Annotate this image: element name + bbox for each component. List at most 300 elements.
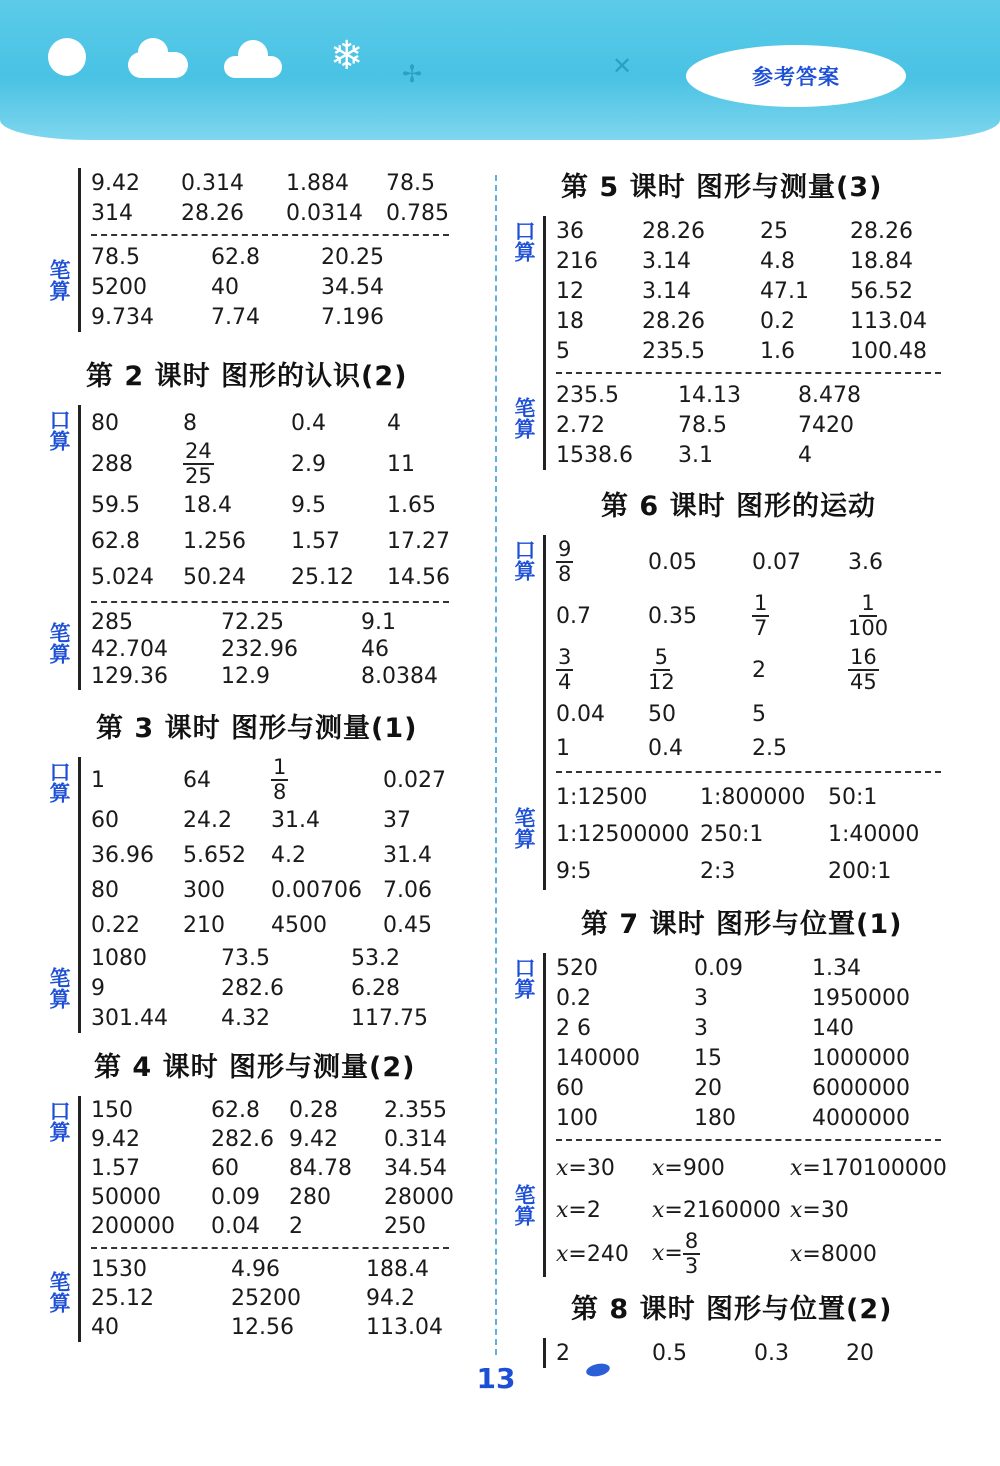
- written-grid: [556, 1147, 975, 1277]
- lesson-title: 第 6 课时 图形的运动: [601, 491, 876, 522]
- answer-cell: 9.42: [91, 1127, 140, 1152]
- answer-cell: 20.25: [321, 244, 384, 270]
- answer-grid: [91, 1096, 474, 1241]
- answer-cell: 78.5: [386, 170, 435, 196]
- answer-cell: 36: [556, 218, 584, 244]
- lesson-7: [505, 902, 975, 1277]
- answer-cell: 80: [91, 410, 119, 436]
- answer-row: [91, 943, 461, 973]
- answer-cell: 1.6: [760, 338, 795, 364]
- answer-row: [556, 1013, 952, 1043]
- answer-cell: 1:40000: [828, 822, 920, 847]
- answer-row: [556, 589, 938, 643]
- answer-cell: 12.56: [231, 1315, 294, 1340]
- answer-cell: 9.42: [91, 170, 140, 196]
- answer-cell: 235.5: [642, 338, 705, 364]
- answer-cell: 1950000: [812, 985, 910, 1011]
- answer-row: [556, 697, 938, 731]
- answer-cell: 1:12500: [556, 785, 648, 810]
- oral-label: 口算: [47, 409, 71, 451]
- answer-cell: 0.09: [694, 955, 743, 981]
- answer-cell: 285: [91, 610, 133, 635]
- answer-grid: [556, 1338, 936, 1368]
- answer-cell: 100: [556, 1105, 598, 1131]
- answer-cell: 1.34: [812, 955, 861, 981]
- answer-grid: [91, 405, 477, 595]
- answer-row: [91, 636, 471, 663]
- oral-label: 口算: [512, 957, 536, 999]
- answer-row: [556, 1103, 952, 1133]
- answer-row: [91, 1255, 476, 1284]
- answer-cell: 17.27: [387, 528, 450, 554]
- answer-cell: 94.2: [366, 1286, 415, 1311]
- answer-cell: 0.2: [556, 985, 591, 1011]
- answer-cell: 0.45: [383, 913, 432, 938]
- answer-cell: 1530: [91, 1257, 147, 1282]
- answer-cell: 50.24: [183, 564, 246, 590]
- fraction: $\frac{1}{8}$: [273, 755, 287, 804]
- answer-cell: 250:1: [700, 822, 764, 847]
- written-block: [40, 228, 480, 332]
- answer-row: [556, 983, 952, 1013]
- right-column: [505, 165, 975, 1368]
- variable-x: x: [556, 1241, 569, 1267]
- answer-cell: 5.652: [183, 843, 246, 868]
- answer-cell: 47.1: [760, 278, 809, 304]
- oral-answers: [543, 216, 975, 366]
- answer-cell: 2.355: [384, 1098, 447, 1123]
- lesson-8: [505, 1287, 975, 1368]
- written-label: 笔算: [512, 1184, 536, 1226]
- dashed-separator: [556, 372, 941, 374]
- answer-cell: 4500: [271, 913, 327, 938]
- answer-cell: 25.12: [91, 1286, 154, 1311]
- answer-cell: 31.4: [383, 843, 432, 868]
- oral-block: [40, 168, 480, 228]
- answer-cell: 314: [91, 200, 133, 226]
- answer-cell: x=2160000: [652, 1197, 781, 1223]
- answer-cell: 140000: [556, 1045, 640, 1071]
- answer-cell: 9:5: [556, 859, 592, 884]
- oral-block: [505, 953, 975, 1133]
- written-block: [40, 943, 480, 1033]
- answer-cell: 2.72: [556, 412, 605, 438]
- answer-cell: 3.6: [848, 549, 883, 575]
- answer-row: [556, 953, 952, 983]
- answer-cell: 0.3: [754, 1340, 789, 1366]
- answer-cell: 84.78: [289, 1156, 352, 1181]
- answer-row: [556, 336, 950, 366]
- answer-cell: 0.4: [291, 410, 326, 436]
- answer-cell: 210: [183, 913, 225, 938]
- answer-cell: 28.26: [181, 200, 244, 226]
- lesson-title: 第 2 课时 图形的认识(2): [86, 361, 408, 392]
- written-label: 笔算: [512, 397, 536, 439]
- answer-grid: [91, 242, 441, 332]
- written-label: 笔算: [47, 621, 71, 664]
- answer-grid: [556, 1147, 947, 1277]
- written-grid: [556, 380, 975, 470]
- answer-row: [556, 1147, 947, 1189]
- answer-cell: 0.22: [91, 913, 140, 938]
- fraction: $\frac{3}{4}$: [558, 645, 572, 694]
- answer-cell: [752, 589, 848, 643]
- answer-cell: 1.884: [286, 170, 349, 196]
- answer-cell: 280: [289, 1185, 331, 1210]
- answer-cell: 62.8: [91, 528, 140, 554]
- answer-cell: 0.5: [652, 1340, 687, 1366]
- answer-cell: 40: [91, 1315, 119, 1340]
- answer-cell: 15: [694, 1045, 722, 1071]
- answer-cell: 129.36: [91, 664, 168, 689]
- answer-cell: 20: [846, 1340, 874, 1366]
- answer-cell: 14.56: [387, 564, 450, 590]
- written-label: 笔算: [512, 806, 536, 849]
- variable-x: x: [790, 1155, 803, 1181]
- answer-cell: 0.785: [386, 200, 449, 226]
- answer-cell: 6.28: [351, 975, 400, 1001]
- answer-cell: 4.2: [271, 843, 306, 868]
- answer-row: [556, 853, 938, 890]
- answer-cell: 2: [752, 657, 766, 683]
- answer-row: [91, 973, 461, 1003]
- answer-cell: 6000000: [812, 1075, 910, 1101]
- answer-grid: [91, 757, 473, 943]
- oral-block: [505, 535, 975, 765]
- answer-cell: 28.26: [642, 308, 705, 334]
- answer-cell: 301.44: [91, 1005, 168, 1031]
- answer-row: [556, 1231, 947, 1277]
- fraction: $\frac{24}{25}$: [185, 439, 212, 488]
- answer-cell: 73.5: [221, 945, 270, 971]
- answer-cell: 0.09: [211, 1185, 260, 1210]
- answer-grid: [91, 1255, 476, 1342]
- answer-row: [556, 1043, 952, 1073]
- written-label: 笔算: [47, 1270, 71, 1313]
- answer-cell: x=170100000: [790, 1155, 947, 1181]
- answer-cell: 0.0314: [286, 200, 363, 226]
- answer-row: [91, 803, 473, 838]
- answer-row: [91, 1212, 474, 1241]
- answer-cell: 4.32: [221, 1005, 270, 1031]
- written-label: 笔算: [47, 259, 71, 301]
- answer-cell: 1000000: [812, 1045, 910, 1071]
- answer-cell: [848, 589, 938, 643]
- oral-block: [40, 1096, 480, 1241]
- answer-cell: 100.48: [850, 338, 927, 364]
- written-grid: [91, 943, 480, 1033]
- answer-cell: 4.96: [231, 1257, 280, 1282]
- written-block: [505, 366, 975, 470]
- column-divider: [495, 175, 497, 1355]
- answer-cell: 216: [556, 248, 598, 274]
- oral-answers: [78, 1096, 480, 1241]
- answer-grid: [91, 943, 461, 1033]
- answer-cell: 7.196: [321, 304, 384, 330]
- answer-cell: 80: [91, 878, 119, 903]
- answer-cell: 1:800000: [700, 785, 806, 810]
- answer-cell: 300: [183, 878, 225, 903]
- answer-row: [556, 246, 950, 276]
- answer-cell: 2: [556, 1340, 570, 1366]
- answer-cell: 64: [183, 767, 211, 793]
- answer-cell: 34.54: [384, 1156, 447, 1181]
- answer-cell: 59.5: [91, 492, 140, 518]
- answer-cell: 1:12500000: [556, 822, 690, 847]
- cloud-icon: [128, 52, 188, 78]
- fraction: $\frac{1}{7}$: [754, 591, 768, 640]
- answer-cell: 520: [556, 955, 598, 981]
- answer-cell: 1: [556, 735, 570, 761]
- answer-row: [91, 1183, 474, 1212]
- answer-cell: 9.1: [361, 610, 396, 635]
- answer-cell: 7420: [798, 412, 854, 438]
- answer-row: [91, 1096, 474, 1125]
- answer-cell: 140: [812, 1015, 854, 1041]
- written-answers: [78, 1241, 480, 1342]
- answer-cell: 8.0384: [361, 664, 438, 689]
- answer-grid: [91, 609, 471, 690]
- answer-cell: 0.28: [289, 1098, 338, 1123]
- answer-cell: 3.14: [642, 248, 691, 274]
- answer-row: [91, 487, 477, 523]
- answer-cell: 5.024: [91, 564, 154, 590]
- answer-cell: 9: [91, 975, 105, 1001]
- answer-cell: 1.57: [91, 1156, 140, 1181]
- variable-x: x: [652, 1155, 665, 1181]
- answer-cell: 24.2: [183, 808, 232, 833]
- answer-cell: 28.26: [642, 218, 705, 244]
- answer-cell: 28000: [384, 1185, 454, 1210]
- answer-cell: 0.05: [648, 549, 697, 575]
- written-answers: [543, 765, 975, 890]
- dashed-separator: [91, 234, 449, 236]
- answer-cell: 8.478: [798, 382, 861, 408]
- answer-cell: 1.65: [387, 492, 436, 518]
- answer-row: [91, 1125, 474, 1154]
- answer-cell: 25: [760, 218, 788, 244]
- oral-label: 口算: [512, 220, 536, 262]
- fraction: $\frac{9}{8}$: [558, 537, 572, 586]
- answer-cell: 9.734: [91, 304, 154, 330]
- answer-row: [91, 873, 473, 908]
- answer-cell: 5: [752, 701, 766, 727]
- answer-cell: 18: [556, 308, 584, 334]
- answer-cell: 12: [556, 278, 584, 304]
- oral-answers: [543, 953, 975, 1133]
- answer-cell: 9.42: [289, 1127, 338, 1152]
- answer-cell: x= $\frac{8}{3}$: [652, 1229, 699, 1278]
- lesson-2: [40, 354, 480, 690]
- answer-cell: 18.84: [850, 248, 913, 274]
- answer-cell: 180: [694, 1105, 736, 1131]
- answer-cell: 200:1: [828, 859, 892, 884]
- answer-cell: 0.35: [648, 603, 697, 629]
- answer-row: [556, 1073, 952, 1103]
- answer-cell: 1.57: [291, 528, 340, 554]
- answer-row: [556, 779, 938, 816]
- top-block: [40, 168, 480, 332]
- answer-row: [91, 757, 473, 803]
- answer-row: [556, 535, 938, 589]
- answer-cell: 2: [289, 1214, 303, 1239]
- written-answers: [543, 1133, 975, 1277]
- answer-row: [556, 816, 938, 853]
- answer-cell: x=8000: [790, 1241, 877, 1267]
- variable-x: x: [652, 1241, 665, 1266]
- answer-cell: 282.6: [221, 975, 284, 1001]
- oral-block: [40, 405, 480, 595]
- answer-row: [91, 198, 476, 228]
- snowflake-icon: ❄: [330, 33, 364, 79]
- answer-cell: 1538.6: [556, 442, 633, 468]
- dashed-separator: [91, 601, 449, 603]
- answer-cell: 1.256: [183, 528, 246, 554]
- answer-cell: 2 6: [556, 1015, 591, 1041]
- answer-cell: 7.74: [211, 304, 260, 330]
- variable-x: x: [790, 1241, 803, 1267]
- answer-cell: 11: [387, 451, 415, 477]
- answer-cell: 117.75: [351, 1005, 428, 1031]
- answer-row: [91, 559, 477, 595]
- answer-cell: 50000: [91, 1185, 161, 1210]
- answer-cell: x=30: [790, 1197, 849, 1223]
- variable-x: x: [652, 1197, 665, 1223]
- answer-grid: [556, 216, 950, 366]
- answer-row: [91, 302, 441, 332]
- answer-cell: [848, 643, 938, 697]
- oral-answers: [78, 168, 480, 228]
- answer-cell: 1080: [91, 945, 147, 971]
- answer-row: [91, 242, 441, 272]
- answer-cell: 62.8: [211, 1098, 260, 1123]
- oral-answers: [543, 1338, 975, 1368]
- answer-cell: 42.704: [91, 637, 168, 662]
- written-block: [40, 595, 480, 690]
- oral-block: [505, 216, 975, 366]
- answer-row: [91, 441, 477, 487]
- answer-cell: 5: [556, 338, 570, 364]
- answer-cell: 188.4: [366, 1257, 429, 1282]
- lesson-title: 第 4 课时 图形与测量(2): [94, 1052, 416, 1083]
- answer-row: [91, 663, 471, 690]
- answer-cell: 0.314: [181, 170, 244, 196]
- fraction: $\frac{8}{3}$: [684, 1229, 699, 1278]
- answer-cell: 50:1: [828, 785, 878, 810]
- answer-row: [91, 1003, 461, 1033]
- written-answers: [78, 943, 480, 1033]
- answer-row: [556, 731, 938, 765]
- written-answers: [543, 366, 975, 470]
- oral-label: 口算: [47, 761, 71, 803]
- written-grid: [91, 609, 480, 690]
- oral-label: 口算: [512, 539, 536, 581]
- answer-cell: 53.2: [351, 945, 400, 971]
- answer-cell: 2.9: [291, 451, 326, 477]
- answer-cell: x=900: [652, 1155, 725, 1181]
- answer-grid: [556, 779, 938, 890]
- oral-label: 口算: [47, 1100, 71, 1142]
- answer-cell: 0.027: [383, 767, 446, 793]
- answer-cell: 78.5: [678, 412, 727, 438]
- oral-block: [40, 757, 480, 943]
- written-answers: [78, 228, 480, 332]
- answer-cell: 2.5: [752, 735, 787, 761]
- answer-row: [91, 168, 476, 198]
- answer-cell: 3.14: [642, 278, 691, 304]
- answer-row: [91, 609, 471, 636]
- answer-cell: [848, 731, 938, 765]
- answer-cell: 235.5: [556, 382, 619, 408]
- answer-row: [556, 306, 950, 336]
- answer-cell: 4000000: [812, 1105, 910, 1131]
- answer-cell: 28.26: [850, 218, 913, 244]
- answer-cell: 0.04: [211, 1214, 260, 1239]
- answer-row: [91, 908, 473, 943]
- answer-cell: 288: [91, 451, 133, 477]
- answer-cell: 20: [694, 1075, 722, 1101]
- oral-answers: [78, 405, 480, 595]
- answer-cell: 3.1: [678, 442, 713, 468]
- variable-x: x: [790, 1197, 803, 1223]
- fraction: $\frac{16}{45}$: [850, 645, 877, 694]
- lesson-5: [505, 165, 975, 470]
- lesson-title: 第 3 课时 图形与测量(1): [96, 713, 418, 744]
- variable-x: x: [556, 1197, 569, 1223]
- answer-row: [91, 1313, 476, 1342]
- answer-cell: 46: [361, 637, 389, 662]
- fraction: $\frac{1}{100}$: [848, 591, 889, 640]
- answer-grid: [556, 380, 898, 470]
- written-label: 笔算: [47, 967, 71, 1009]
- written-answers: [78, 595, 480, 690]
- answer-cell: 18.4: [183, 492, 232, 518]
- answer-cell: 232.96: [221, 637, 298, 662]
- dashed-separator: [556, 771, 941, 773]
- answer-cell: 0.00706: [271, 878, 362, 903]
- answer-row: [556, 276, 950, 306]
- answer-cell: 60: [556, 1075, 584, 1101]
- oral-answers: [543, 535, 975, 765]
- answer-cell: 56.52: [850, 278, 913, 304]
- answer-row: [91, 838, 473, 873]
- answer-cell: 1: [91, 767, 105, 793]
- answer-row: [556, 643, 938, 697]
- lesson-title: 第 5 课时 图形与测量(3): [561, 172, 883, 203]
- answer-grid: [91, 168, 476, 228]
- answer-cell: 5200: [91, 274, 147, 300]
- oral-answers: [78, 757, 480, 943]
- header-banner: [0, 0, 1000, 140]
- answer-cell: 3: [694, 1015, 708, 1041]
- sparkle-icon: ✢: [402, 60, 423, 88]
- dashed-separator: [556, 1139, 941, 1141]
- answer-cell: 8: [183, 410, 197, 436]
- answer-cell: 37: [383, 808, 411, 833]
- answer-row: [556, 380, 898, 410]
- answer-cell: [648, 643, 752, 697]
- answer-cell: 113.04: [850, 308, 927, 334]
- answer-row: [91, 405, 477, 441]
- answer-cell: 3: [694, 985, 708, 1011]
- answer-cell: 0.314: [384, 1127, 447, 1152]
- answer-cell: 250: [384, 1214, 426, 1239]
- written-grid: [91, 242, 480, 332]
- oral-block: [505, 1338, 975, 1368]
- lesson-title: 第 8 课时 图形与位置(2): [571, 1294, 893, 1325]
- answer-cell: 4.8: [760, 248, 795, 274]
- answer-cell: 78.5: [91, 244, 140, 270]
